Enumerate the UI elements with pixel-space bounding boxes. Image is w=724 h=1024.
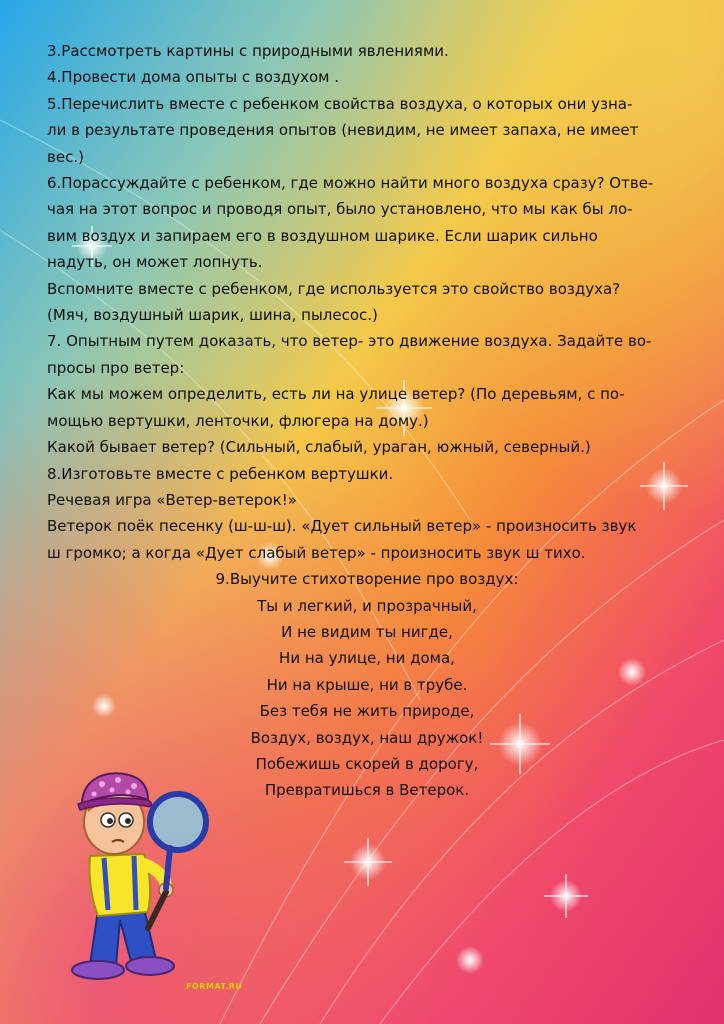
poem-line: Ты и легкий, и прозрачный, [257, 596, 477, 615]
poem-line: Без тебя не жить природе, [259, 702, 475, 721]
text-line: 4.Провести дома опыты с воздухом . [47, 68, 340, 87]
poem-line: И не видим ты нигде, [281, 622, 453, 641]
document-text [47, 38, 687, 804]
poem-line: Ни на улице, ни дома, [279, 649, 455, 668]
poem-line: Превратишься в Ветерок. [264, 781, 470, 800]
text-line: 6.Порассуждайте с ребенком, где можно найти много воздуха сразу? Отве- [47, 174, 654, 193]
boy-with-magnifier-icon [48, 760, 218, 990]
text-line: 7. Опытным путем доказать, что ветер- это движение воздуха. Задайте во- [47, 332, 652, 351]
text-line: Ветерок поёк песенку (ш-ш-ш). «Дует сильный ветер» - произносить звук [47, 517, 637, 536]
text-line: 3.Рассмотреть картины с природными явлениями. [47, 42, 449, 60]
poem-title: 9.Выучите стихотворение про воздух: [215, 570, 519, 589]
text-line: Речевая игра «Ветер-ветерок!» [47, 490, 297, 509]
text-line: надуть, он может лопнуть. [47, 253, 263, 272]
text-line: Как мы можем определить, есть ли на улице ветер? (По деревьям, с по- [47, 385, 625, 404]
text-line: мощью вертушки, ленточки, флюгера на дому.) [47, 411, 429, 430]
poem-line: Воздух, воздух, наш дружок! [250, 728, 484, 747]
watermark-text: FORMAT.RU [186, 982, 243, 991]
text-line: ли в результате проведения опытов (невидим, не имеет запаха, не имеет [47, 121, 639, 140]
text-line: Вспомните вместе с ребенком, где используется это свойство воздуха? [47, 279, 621, 298]
poem-line: Побежишь скорей в дорогу, [255, 754, 479, 773]
text-line: 5.Перечислить вместе с ребенком свойства воздуха, о которых они узна- [47, 94, 633, 113]
text-line: Какой бывает ветер? (Сильный, слабый, ураган, южный, северный.) [47, 438, 591, 457]
text-line: вес.) [47, 147, 84, 166]
text-line: чая на этот вопрос и проводя опыт, было установлено, что мы как бы ло- [47, 200, 633, 219]
text-line: (Мяч, воздушный шарик, шина, пылесос.) [47, 306, 378, 325]
poem-line: Ни на крыше, ни в трубе. [266, 675, 468, 694]
text-line: 8.Изготовьте вместе с ребенком вертушки. [47, 464, 394, 483]
text-line: вим воздух и запираем его в воздушном шарике. Если шарик сильно [47, 226, 598, 245]
text-line: просы про ветер: [47, 358, 185, 377]
text-line: ш громко; а когда «Дует слабый ветер» - произносить звук ш тихо. [47, 543, 586, 562]
